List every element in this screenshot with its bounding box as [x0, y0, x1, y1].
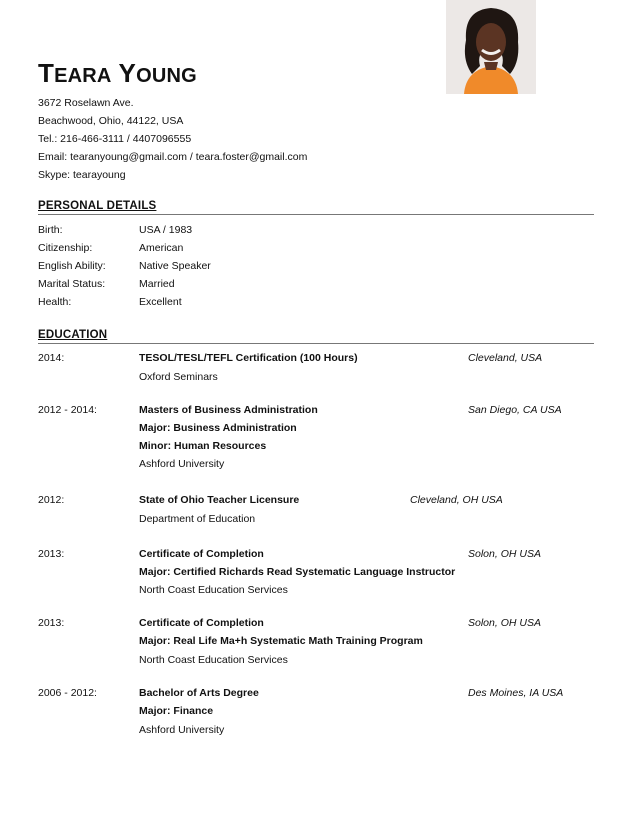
education-school: Ashford University	[139, 724, 225, 736]
education-year: 2013:	[38, 617, 65, 629]
education-location: Solon, OH USA	[468, 548, 541, 560]
address-line-2: Beachwood, Ohio, 44122, USA	[38, 115, 184, 127]
education-school: Oxford Seminars	[139, 371, 218, 383]
personal-label-citizenship: Citizenship:	[38, 242, 93, 254]
education-location: Cleveland, OH USA	[410, 494, 503, 506]
telephone: Tel.: 216-466-3111 / 4407096555	[38, 133, 192, 145]
personal-label-marital: Marital Status:	[38, 278, 106, 290]
personal-details-heading: PERSONAL DETAILS	[38, 200, 157, 212]
personal-value-birth: USA / 1983	[139, 224, 193, 236]
education-major: Major: Finance	[139, 705, 214, 717]
education-degree: Bachelor of Arts Degree	[139, 687, 259, 699]
education-location: Des Moines, IA USA	[468, 687, 564, 699]
education-location: Solon, OH USA	[468, 617, 541, 629]
candidate-name: TEARA YOUNG	[38, 58, 197, 88]
personal-label-health: Health:	[38, 296, 72, 308]
education-year: 2014:	[38, 352, 65, 364]
profile-photo	[446, 0, 536, 94]
education-location: Cleveland, USA	[468, 352, 543, 364]
education-school: North Coast Education Services	[139, 584, 288, 596]
section-divider	[38, 343, 594, 344]
education-major: Major: Certified Richards Read Systematic Language Instructor	[139, 566, 456, 578]
personal-label-birth: Birth:	[38, 224, 63, 236]
education-school: Department of Education	[139, 513, 256, 525]
education-heading: EDUCATION	[38, 329, 108, 341]
education-school: Ashford University	[139, 458, 225, 470]
personal-value-english: Native Speaker	[139, 260, 211, 272]
skype: Skype: tearayoung	[38, 169, 126, 181]
email: Email: tearanyoung@gmail.com / teara.foster@gmail.com	[38, 151, 308, 163]
profile-photo-image	[446, 0, 536, 94]
personal-label-english: English Ability:	[38, 260, 106, 272]
education-degree: Masters of Business Administration	[139, 404, 318, 416]
education-year: 2006 - 2012:	[38, 687, 97, 699]
education-year: 2012 - 2014:	[38, 404, 97, 416]
address-line-1: 3672 Roselawn Ave.	[38, 97, 134, 109]
education-degree: State of Ohio Teacher Licensure	[139, 494, 300, 506]
education-major: Major: Real Life Ma+h Systematic Math Training Program	[139, 635, 423, 647]
personal-value-marital: Married	[139, 278, 175, 290]
education-major: Major: Business Administration	[139, 422, 297, 434]
section-divider	[38, 214, 594, 215]
education-degree: TESOL/TESL/TEFL Certification (100 Hours)	[139, 352, 358, 364]
personal-value-citizenship: American	[139, 242, 184, 254]
education-year: 2013:	[38, 548, 65, 560]
education-degree: Certificate of Completion	[139, 548, 264, 560]
personal-value-health: Excellent	[139, 296, 182, 308]
education-school: North Coast Education Services	[139, 654, 288, 666]
education-location: San Diego, CA USA	[468, 404, 562, 416]
education-degree: Certificate of Completion	[139, 617, 264, 629]
education-minor: Minor: Human Resources	[139, 440, 267, 452]
education-year: 2012:	[38, 494, 65, 506]
